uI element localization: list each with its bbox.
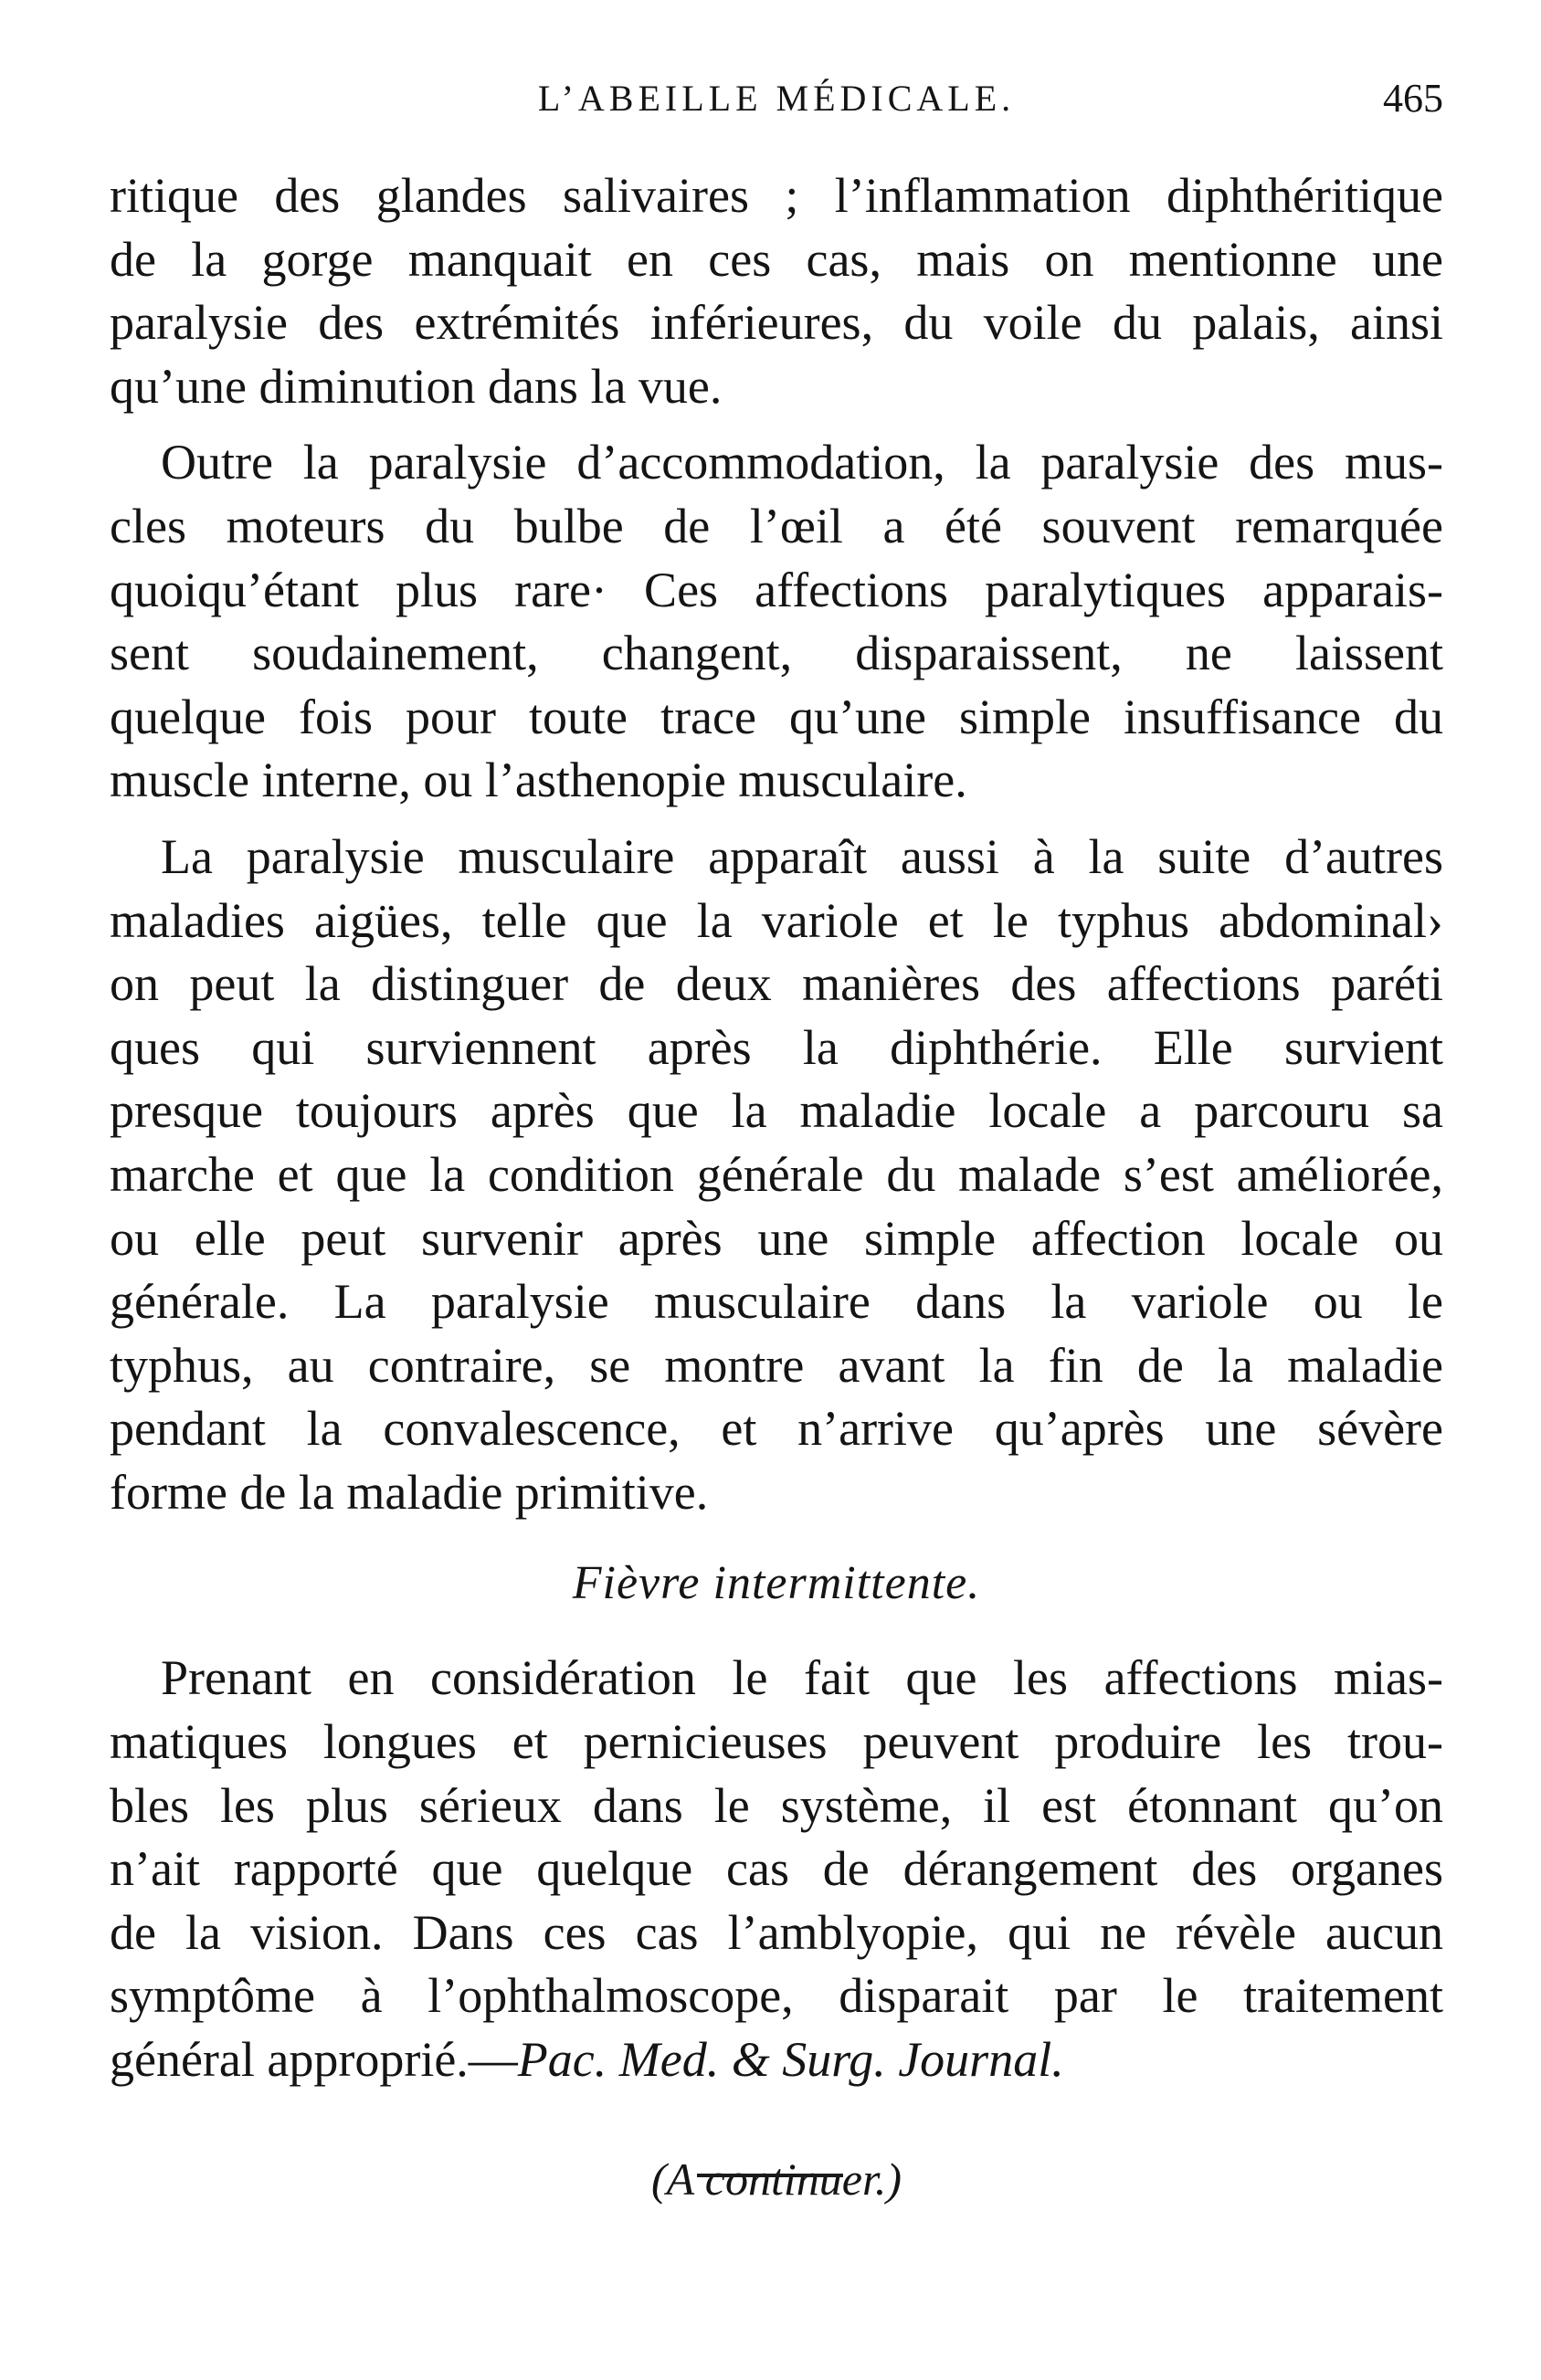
continuation-note: (A continuer.) — [650, 2153, 902, 2205]
text-line: quelque fois pour toute trace qu’une simple insuffisance du — [110, 689, 1443, 744]
text-line: ques qui surviennent après la diphthérie. Elle survient — [110, 1019, 1443, 1075]
text-line: La paralysie musculaire apparaît aussi à la suite d’autres — [161, 828, 1443, 884]
text-line: Prenant en considération le fait que les affections mias- — [161, 1650, 1443, 1706]
text-line: de la gorge manquait en ces cas, mais on mentionne une — [110, 231, 1443, 287]
running-head — [110, 71, 1443, 126]
text-line: matiques longues et pernicieuses peuvent produire les trou- — [110, 1714, 1443, 1770]
text-line: pendant la convalescence, et n’arrive qu’après une sévère — [110, 1401, 1443, 1457]
text-line: muscle interne, ou l’asthenopie musculaire. — [110, 753, 967, 808]
text-line: maladies aigües, telle que la variole et le typhus abdominal› — [110, 892, 1443, 948]
text-line: typhus, au contraire, se montre avant la fin de la maladie — [110, 1337, 1443, 1393]
text-line: n’ait rapporté que quelque cas de dérangement des organes — [110, 1841, 1443, 1897]
text-line: marche et que la condition générale du malade s’est améliorée, — [110, 1146, 1443, 1202]
body-text — [110, 164, 1443, 2211]
text-line: Outre la paralysie d’accommodation, la paralysie des mus- — [161, 435, 1443, 490]
text-line: cles moteurs du bulbe de l’œil a été souvent remarquée — [110, 498, 1443, 553]
text-line: presque toujours après que la maladie locale a parcouru sa — [110, 1083, 1443, 1139]
text-line: symptôme à l’ophthalmoscope, disparait par le traitement — [110, 1968, 1443, 2024]
text-line: sent soudainement, changent, disparaissent, ne laissent — [110, 626, 1443, 681]
text-line: paralysie des extrémités inférieures, du voile du palais, ainsi — [110, 295, 1443, 351]
paragraph — [110, 431, 1443, 813]
paragraph — [110, 1647, 1443, 2091]
citation: Pac. Med. & Surg. Journal. — [517, 2032, 1064, 2088]
text-line: forme de la maladie primitive. — [110, 1464, 709, 1520]
text-line: quoiqu’étant plus rare· Ces affections paralytiques apparais- — [110, 562, 1443, 617]
text-line: de la vision. Dans ces cas l’amblyopie, qui ne révèle aucun — [110, 1904, 1443, 1960]
text-line: générale. La paralysie musculaire dans la variole ou le — [110, 1274, 1443, 1330]
journal-title: L’ABEILLE MÉDICALE. — [537, 78, 1016, 119]
text-line: ritique des glandes salivaires ; l’inflammation diphthéritique — [110, 168, 1443, 223]
text-line — [110, 2028, 1443, 2092]
text-line: qu’une diminution dans la vue. — [110, 358, 723, 414]
final-line-text: général approprié.— — [110, 2032, 518, 2088]
paragraph — [110, 826, 1443, 1525]
text-line: ou elle peut survenir après une simple affection locale ou — [110, 1210, 1443, 1266]
section-heading: Fièvre intermittente. — [572, 1557, 981, 1610]
text-line: bles les plus sérieux dans le système, il est étonnant qu’on — [110, 1777, 1443, 1833]
end-rule-divider — [697, 2174, 843, 2177]
page-number: 465 — [1383, 76, 1443, 121]
paragraph — [110, 164, 1443, 418]
text-line: on peut la distinguer de deux manières des affections paréti — [110, 956, 1443, 1012]
